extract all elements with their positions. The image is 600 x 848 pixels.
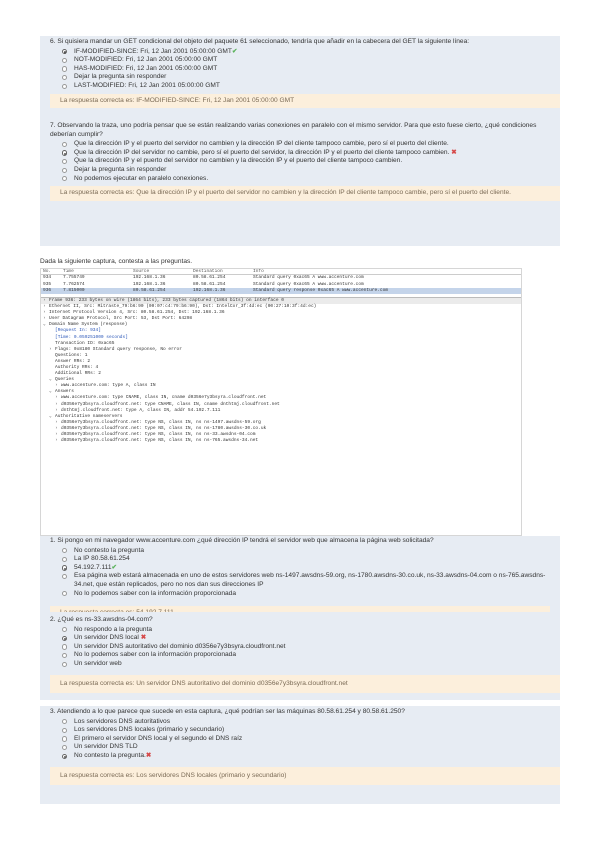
radio-button[interactable] [62, 754, 67, 759]
option[interactable]: Que la dirección IP del servidor no cambie, pero sí el puerto del servidor, la dirección IP y el puerto del cliente tampoco cambien. ✖ [50, 149, 560, 158]
radio-button[interactable] [62, 636, 67, 641]
expand-arrow-icon: › [49, 346, 52, 352]
quiz-block-q3 [40, 706, 560, 804]
tree-row[interactable]: › Ethernet II, Src: Mitraste_79:b6:90 (00:07:c4:79:b6:90), Dst: IntelCor_3f:4d:ec (00:27:10:3f:4d:ec) [43, 304, 317, 310]
option[interactable]: Que la dirección IP y el puerto del servidor no cambien y la dirección IP y el puerto del cliente tampoco cambien. [50, 157, 560, 166]
question-text: 1. Si pongo en mi navegador www.accenture.com ¿qué dirección IP tendrá el servidor web que almacena la página web solicitada? [50, 537, 434, 544]
wireshark-capture [40, 268, 522, 536]
option[interactable]: 54.192.7.111✔ [50, 564, 560, 573]
radio-button[interactable] [62, 150, 67, 155]
question-6 [40, 38, 560, 108]
radio-button[interactable] [62, 719, 67, 724]
expand-arrow-icon: › [55, 425, 58, 431]
tree-row[interactable]: › Internet Protocol Version 4, Src: 80.58.61.254, Dst: 192.168.1.36 [43, 310, 225, 316]
expand-arrow-icon: › [55, 383, 58, 389]
option[interactable]: No respondo a la pregunta [50, 626, 560, 635]
packet-row[interactable]: 934 7.755749 192.168.1.36 80.58.61.254 Standard query 0xac65 A www.accenture.com [43, 275, 364, 281]
option[interactable]: Los servidores DNS locales (primario y secundario) [50, 726, 560, 735]
option[interactable]: NOT-MODIFIED: Fri, 12 Jan 2001 05:00:00 GMT [50, 56, 560, 65]
option[interactable]: LAST-MODIFIED: Fri, 12 Jan 2001 05:00:00 GMT [50, 82, 560, 91]
tree-row[interactable]: ⌄ Domain Name System (response) [43, 322, 128, 328]
expand-arrow-icon: › [55, 438, 58, 444]
tree-row[interactable]: › d0356e7y3bsyra.cloudfront.net: type NS, class IN, ns ns-1780.awsdns-30.co.uk [55, 425, 267, 431]
correct-check-icon: ✔ [231, 47, 238, 55]
packet-row[interactable]: 935 7.762574 192.168.1.36 80.58.61.254 Standard query 0xac65 A www.accenture.com [43, 281, 364, 287]
feedback-box: La respuesta correcta es: Que la dirección IP y el puerto del servidor no cambien y la dirección IP del cliente tampoco cambie, pero sí el puerto del cliente. [50, 186, 560, 200]
radio-button[interactable] [62, 159, 67, 164]
expand-arrow-icon: › [43, 304, 46, 310]
tree-row[interactable]: › d0356e7y3bsyra.cloudfront.net: type NS, class IN, ns ns-33.awsdns-04.com [55, 432, 256, 438]
tree-row[interactable]: › dnthtmj.cloudfront.net: type A, class IN, addr 54.192.7.111 [55, 407, 221, 413]
incorrect-cross-icon: ✖ [140, 634, 147, 642]
quiz-block-q2 [40, 612, 560, 700]
tree-row[interactable]: Answer RRs: 2 [55, 358, 91, 364]
radio-button[interactable] [62, 168, 67, 173]
option[interactable]: El primero el servidor DNS local y el segundo el DNS raíz [50, 735, 560, 744]
tree-row[interactable]: Authority RRs: 4 [55, 364, 99, 370]
quiz-block-q1 [40, 536, 560, 604]
expand-arrow-icon: › [43, 297, 46, 303]
radio-button[interactable] [62, 176, 67, 181]
incorrect-cross-icon: ✖ [145, 751, 152, 759]
question-3 [40, 708, 560, 785]
feedback-box: La respuesta correcta es: IF-MODIFIED-SINCE: Fri, 12 Jan 2001 05:00:00 GMT [50, 94, 560, 108]
tree-row[interactable]: Additional RRs: 2 [55, 371, 101, 377]
question-text: 6. Si quisiera mandar un GET condicional del objeto del paquete 61 seleccionado, tendría que añadir en la cabecera del GET la siguiente línea: [50, 38, 470, 45]
radio-button[interactable] [62, 745, 67, 750]
expand-arrow-icon: › [55, 401, 58, 407]
tree-row[interactable]: › User Datagram Protocol, Src Port: 53, Dst Port: 64298 [43, 316, 193, 322]
option[interactable]: HAS-MODIFIED: Fri, 12 Jan 2001 05:00:00 GMT [50, 65, 560, 74]
feedback-box: La respuesta correcta es: Un servidor DNS autoritativo del dominio d0356e7y3bsyra.cloudfront.net [50, 675, 560, 693]
expand-arrow-icon: › [55, 407, 58, 413]
tree-row[interactable]: ⌄ Queries [49, 377, 74, 383]
radio-button[interactable] [62, 557, 67, 562]
radio-button[interactable] [62, 653, 67, 658]
capture-intro: Dada la siguiente captura, contesta a las preguntas. [40, 258, 193, 265]
expand-arrow-icon: › [55, 419, 58, 425]
tree-row[interactable]: › d0356e7y3bsyra.cloudfront.net: type NS, class IN, ns ns-1497.awsdns-59.org [55, 419, 261, 425]
option[interactable]: No lo podemos saber con la información proporcionada [50, 651, 560, 660]
option[interactable]: Dejar la pregunta sin responder [50, 73, 560, 82]
tree-row[interactable]: Transaction ID: 0xac65 [55, 340, 115, 346]
option[interactable]: La IP 80.58.61.254 [50, 555, 560, 564]
question-7 [40, 122, 560, 201]
radio-button[interactable] [62, 84, 67, 89]
radio-button[interactable] [62, 49, 67, 54]
radio-button[interactable] [62, 75, 67, 80]
option[interactable]: Un servidor DNS TLD [50, 743, 560, 752]
radio-button[interactable] [62, 728, 67, 733]
question-1 [40, 537, 560, 598]
tree-row[interactable]: › www.accenture.com: type CNAME, class IN, cname d0356e7y3bsyra.cloudfront.net [55, 395, 267, 401]
tree-row[interactable]: ⌄ Answers [49, 389, 74, 395]
incorrect-cross-icon: ✖ [451, 148, 457, 156]
correct-check-icon: ✔ [111, 563, 118, 571]
tree-row[interactable]: Questions: 1 [55, 352, 88, 358]
question-text: 7. Observando la traza, uno podría pensar que se están realizando varias conexiones en paralelo con el mismo servidor. Para que esto fuese cierto, ¿qué condiciones deberían cumplir? [50, 121, 537, 138]
radio-button[interactable] [62, 662, 67, 667]
option[interactable]: No contesto la pregunta [50, 547, 560, 556]
radio-button[interactable] [62, 591, 67, 596]
tree-row[interactable]: › d0356e7y3bsyra.cloudfront.net: type CNAME, class IN, cname dnthtmj.cloudfront.net [55, 401, 280, 407]
option[interactable]: No podemos ejecutar en paralelo conexiones. [50, 175, 560, 184]
expand-arrow-icon: › [43, 316, 46, 322]
feedback-box: La respuesta correcta es: Los servidores DNS locales (primario y secundario) [50, 767, 560, 785]
option[interactable]: Los servidores DNS autoritativos [50, 718, 560, 727]
collapse-arrow-icon: ⌄ [49, 413, 52, 419]
option[interactable]: Que la dirección IP y el puerto del servidor no cambien y la dirección IP del cliente tampoco cambie, pero sí el puerto del cliente. [50, 140, 560, 149]
radio-button[interactable] [62, 644, 67, 649]
tree-row[interactable]: › Frame 936: 233 bytes on wire (1864 bits), 233 bytes captured (1864 bits) on interface 0 [41, 298, 521, 304]
radio-button[interactable] [62, 565, 67, 570]
expand-arrow-icon: › [55, 432, 58, 438]
expand-arrow-icon: › [55, 395, 58, 401]
option[interactable]: Dejar la pregunta sin responder [50, 166, 560, 175]
radio-button[interactable] [62, 66, 67, 71]
tree-row[interactable]: › d0356e7y3bsyra.cloudfront.net: type NS, class IN, ns ns-765.awsdns-34.net [55, 438, 259, 444]
radio-button[interactable] [62, 627, 67, 632]
option[interactable]: Un servidor web [50, 660, 560, 669]
option[interactable]: No lo podemos saber con la información proporcionada [50, 590, 560, 599]
tree-row[interactable]: › www.accenture.com: type A, class IN [55, 383, 156, 389]
radio-button[interactable] [62, 548, 67, 553]
expand-arrow-icon: › [43, 310, 46, 316]
option[interactable]: Esa página web estará almacenada en uno de estos servidores web ns-1497.awsdns-59.org, ns-1780.awsdns-30.co.uk, ns-33.awsdns-04.com o ns-765.awsdns-34.net, que están replicados, pero no nos dan sus direcciones IP [50, 572, 560, 589]
option[interactable]: No contesto la pregunta.✖ [50, 752, 560, 761]
packet-list-header: No. Time Source Destination Info [41, 269, 521, 275]
radio-button[interactable] [62, 58, 67, 63]
radio-button[interactable] [62, 574, 67, 579]
option[interactable]: Un servidor DNS autoritativo del dominio d0356e7y3bsyra.cloudfront.net [50, 643, 560, 652]
question-text: 3. Atendiendo a lo que parece que sucede en esta captura, ¿qué podrían ser las máquinas 80.58.61.254 y 80.58.61.250? [50, 708, 405, 715]
tree-row[interactable]: › Flags: 0x8180 Standard query response, No error [49, 346, 182, 352]
radio-button[interactable] [62, 142, 67, 147]
option[interactable]: IF-MODIFIED-SINCE: Fri, 12 Jan 2001 05:00:00 GMT✔ [50, 48, 560, 57]
tree-row[interactable]: ⌄ Authoritative nameservers [49, 413, 123, 419]
collapse-arrow-icon: ⌄ [43, 322, 46, 328]
question-2 [40, 616, 560, 693]
option[interactable]: Un servidor DNS local ✖ [50, 634, 560, 643]
tree-row[interactable]: [Time: 0.059251000 seconds] [55, 334, 128, 340]
tree-row[interactable]: [Request In: 934] [55, 328, 101, 334]
collapse-arrow-icon: ⌄ [49, 377, 52, 383]
packet-row-selected[interactable]: 936 7.815000 80.58.61.254 192.168.1.36 Standard query response 0xac65 A www.accenture.com [41, 288, 521, 294]
collapse-arrow-icon: ⌄ [49, 389, 52, 395]
question-text: 2. ¿Qué es ns-33.awsdns-04.com? [50, 616, 153, 623]
quiz-block-top [40, 36, 560, 246]
radio-button[interactable] [62, 736, 67, 741]
